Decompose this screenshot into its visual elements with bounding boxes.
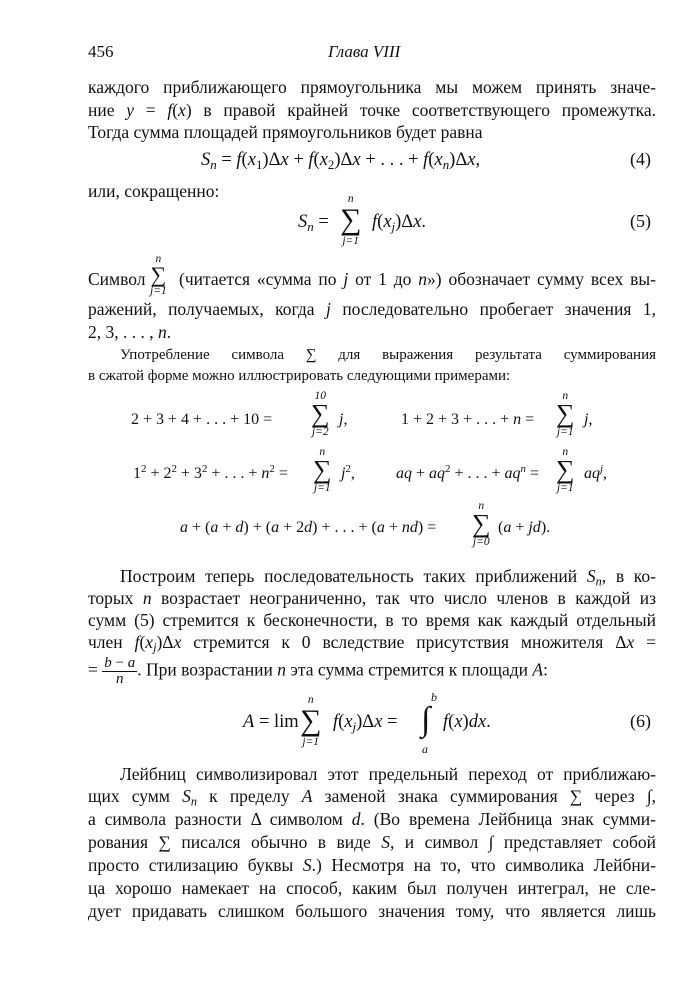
sum-symbol: n ∑ j=0 [472,500,491,548]
example-sum-5: a + (a + d) + (a + 2d) + . . . + (a + nd) = [180,519,437,536]
text-line: Построим теперь последовательность таких приближений $S_n$, в ко- [120,566,656,589]
text-line: торых n возрастает неограниченно, так что число членов в каждой из [88,588,656,608]
text-line: Лейбниц символизировал этот предельный переход от приближаю- [120,764,656,784]
equation-number: (5) [630,211,651,231]
text-line: (читается «сумма по j от 1 до n») обозначает сумму всех вы- [179,269,656,289]
sum-symbol: n ∑ j=1 [556,446,575,494]
page-number: 456 [88,42,114,61]
text-line: = $\frac{b - a}{n}$ . При возрастании n эта сумма стремится к площади A: [88,655,548,687]
example-sum-1-term: j, [339,411,348,428]
sum-symbol: n ∑ j=1 [300,694,322,748]
text-line: дует придавать слишком большого значения тому, что является лишь [88,901,656,921]
text-line: ражений, получаемых, когда j последовательно пробегает значения 1, [88,299,656,319]
text-line: ца хорошо намекает на способ, каким был получен интеграл, не сле- [88,878,656,898]
text-line: просто стилизацию буквы S.) Несмотря на то, что символика Лейбни- [88,855,656,875]
text-line: Символ [88,269,146,289]
integral-upper-limit: b [431,690,437,704]
equation-6-rhs: f(x)dx. [443,712,491,732]
sum-symbol: n ∑ j=1 [556,390,575,438]
text-line: 2, 3, . . . , n. [88,322,172,342]
example-sum-2: 1 + 2 + 3 + . . . + n = [401,411,535,428]
example-sum-5-term: (a + jd). [498,519,551,536]
example-sum-3: $1^2 + 2^2 + 3^2$ + . . . + $n^2$ = [133,463,288,482]
text-line: или, сокращенно: [88,181,220,201]
example-sum-4: aq + $aq^2$ + . . . + $aq^n$ = [396,463,539,482]
text-line: ние y = f(x) в правой крайней точке соответствующего промежутка. [88,100,656,120]
equation-5-lhs: $S_n$ = [298,212,329,234]
chapter-title: Глава VIII [328,42,401,61]
text-line: член $f(x_j)\Delta x$ стремится к 0 вследствие присутствия множителя Δx = [88,632,657,655]
text-line: Тогда сумма площадей прямоугольников будет равна [88,122,483,142]
equation-number: (4) [630,149,651,169]
text-line: в сжатой форме можно иллюстрировать следующими примерами: [88,368,511,384]
sum-symbol: 10 ∑ j=2 [311,390,330,438]
text-line: а символа разности Δ символом d. (Во времена Лейбница знак сумми- [88,809,656,829]
sum-symbol: n ∑ j=1 [150,253,167,297]
text-line: каждого приближающего прямоугольника мы можем принять значе- [88,77,656,97]
integral-lower-limit: a [422,742,428,756]
sum-symbol: n ∑ j=1 [340,193,362,247]
text-line: рования ∑ писался обычно в виде S, и символ ∫ представляет собой [88,832,656,852]
example-sum-2-term: j, [584,411,593,428]
example-sum-4-term: $aq^j$, [584,463,608,482]
equation-6-lhs: A = lim [243,712,299,732]
text-line: сумм (5) стремится к бесконечности, в то время как каждый отдельный [88,610,656,630]
equation-number: (6) [630,711,651,731]
equation-6-mid: $f(x_j)\Delta x$ = [333,712,398,734]
text-line: щих сумм $S_n$ к пределу A заменой знака суммирования ∑ через ∫, [88,786,657,809]
equation-4: $S_n = f(x_1)\Delta x + f(x_2)\Delta x$ + . . . + $f(x_n)\Delta x$, [201,150,481,172]
equation-5-rhs: $f(x_j)\Delta x$. [372,212,427,234]
example-sum-3-term: $j^2$, [341,463,355,482]
fraction: $\frac{b - a}{n}$ [104,655,136,687]
integral-sign: ∫ [421,701,431,738]
example-sum-1: 2 + 3 + 4 + . . . + 10 = [131,411,273,428]
text-line: Употребление символа ∑ для выражения результата суммирования [120,347,656,363]
sum-symbol: n ∑ j=1 [313,446,332,494]
